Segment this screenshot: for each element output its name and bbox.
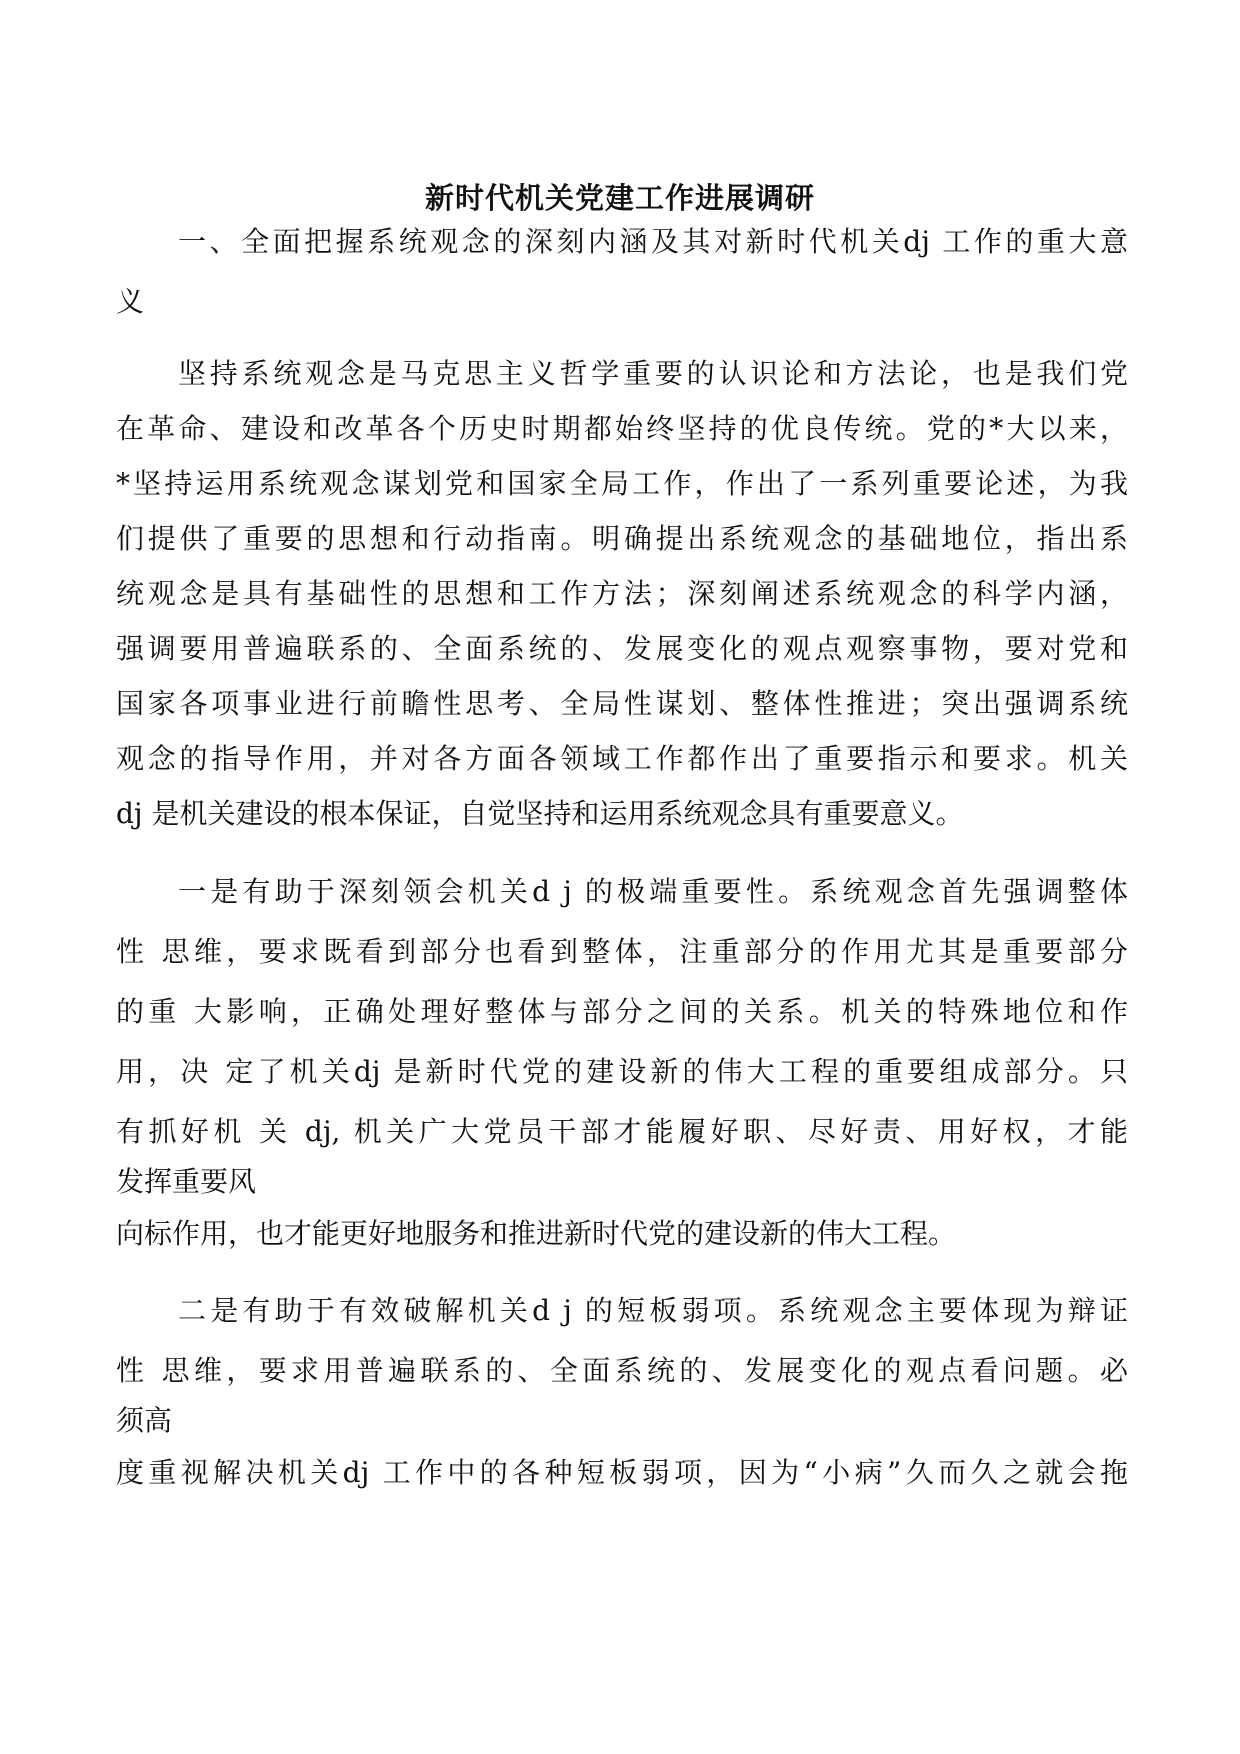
paragraph-line: 强调要用普遍联系的、全面系统的、发展变化的观点观察事物，要对党和: [116, 632, 1128, 665]
paragraph-line: 向标作用，也才能更好地服务和推进新时代党的建设新的伟大工程。: [116, 1217, 957, 1250]
paragraph-line: 统观念是具有基础性的思想和工作方法；深刻阐述系统观念的科学内涵，: [116, 577, 1128, 610]
paragraph-line: 国家各项事业进行前瞻性思考、全局性谋划、整体性推进；突出强调系统: [116, 687, 1128, 720]
paragraph-line: 有抓好机 关 dj, 机关广大党员干部才能履好职、尽好责、用好权，才能: [116, 1115, 1128, 1148]
paragraph-line: 坚持系统观念是马克思主义哲学重要的认识论和方法论，也是我们党: [178, 357, 1128, 390]
paragraph-line: 的重 大影响，正确处理好整体与部分之间的关系。机关的特殊地位和作: [116, 995, 1128, 1028]
paragraph-line: 一是有助于深刻领会机关d j 的极端重要性。系统观念首先强调整体: [178, 875, 1128, 908]
paragraph-line: 观念的指导作用，并对各方面各领域工作都作出了重要指示和要求。机关: [116, 742, 1128, 775]
paragraph-line: dj 是机关建设的根本保证，自觉坚持和运用系统观念具有重要意义。: [116, 797, 964, 830]
heading-line: 义: [116, 285, 145, 318]
paragraph-line: 性 思维，要求既看到部分也看到整体，注重部分的作用尤其是重要部分: [116, 935, 1128, 968]
paragraph-line: 性 思维，要求用普遍联系的、全面系统的、发展变化的观点看问题。必: [116, 1354, 1128, 1387]
paragraph-line: 发挥重要风: [116, 1165, 257, 1198]
paragraph-line: *坚持运用系统观念谋划党和国家全局工作，作出了一系列重要论述，为我: [116, 467, 1128, 500]
paragraph-line: 用，决 定了机关dj 是新时代党的建设新的伟大工程的重要组成部分。只: [116, 1055, 1128, 1088]
paragraph-line: 度重视解决机关dj 工作中的各种短板弱项，因为“小病”久而久之就会拖: [116, 1456, 1128, 1489]
paragraph-line: 须高: [116, 1404, 173, 1437]
paragraph-line: 二是有助于有效破解机关d j 的短板弱项。系统观念主要体现为辩证: [178, 1294, 1128, 1327]
document-title: 新时代机关党建工作进展调研: [424, 181, 815, 215]
paragraph-line: 们提供了重要的思想和行动指南。明确提出系统观念的基础地位，指出系: [116, 522, 1128, 555]
paragraph-line: 在革命、建设和改革各个历史时期都始终坚持的优良传统。党的*大以来，: [116, 412, 1128, 445]
heading-line: 一、全面把握系统观念的深刻内涵及其对新时代机关dj 工作的重大意: [178, 225, 1128, 258]
